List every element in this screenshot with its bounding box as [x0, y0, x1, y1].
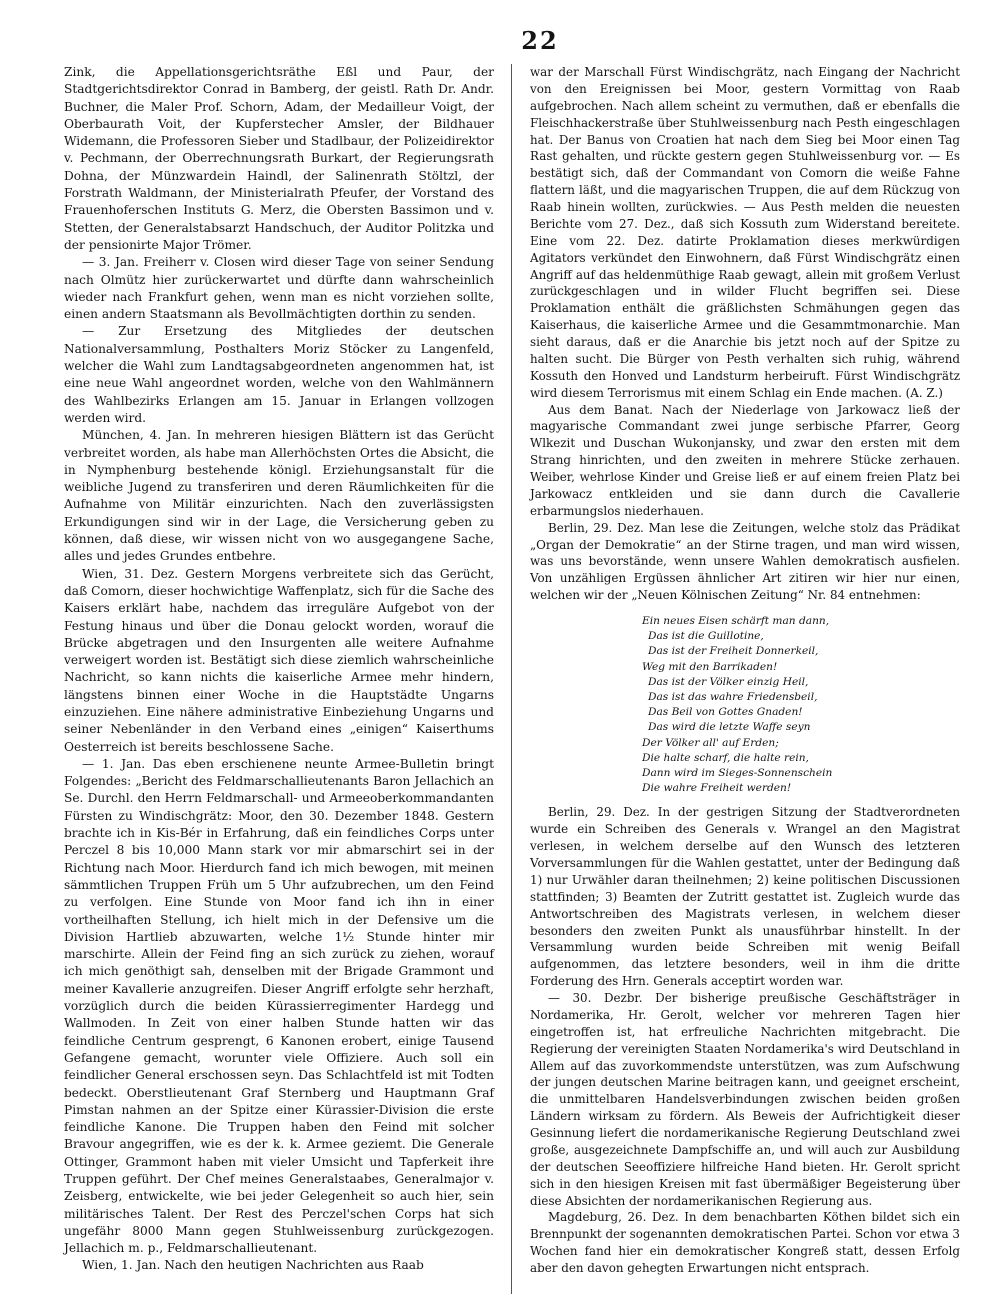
article-paragraph: Magdeburg, 26. Dez. In dem benachbarten Köthen bildet sich ein Brennpunkt der sogenannten demokratischen Partei. Schon vor etwa 3 Wochen fand hier ein demokratischer Kongreß statt, dessen Erfolg aber den davon gehegten Erwartungen nicht entsprach. — [530, 1210, 960, 1276]
article-paragraph: Berlin, 29. Dez. Man lese die Zeitungen, welche stolz das Prädikat „Organ der Demokratie“ an der Stirne tragen, und man wird wissen, was uns bevorstände, wenn unsere Wahlen demokratisch ausfielen. Von unzähligen Ergüssen ähnlicher Art zitiren wir hier nur einen, welchen wir der „Neuen Kölnischen Zeitung“ Nr. 84 entnehmen: — [530, 520, 960, 603]
article-paragraph: Aus dem Banat. Nach der Niederlage von Jarkowacz ließ der magyarische Commandant zwei junge serbische Pfarrer, Georg Wlkezit und Duschan Wukonjansky, und zwar den ersten mit dem Strang hinrichten, und den zweiten in mehrere Stücke zerhauen. Weiber, wehrlose Kinder und Greise ließ er auf einem freien Platz bei Jarkowacz entkleiden und sie dann durch die Cavallerie erbarmungslos niederhauen. — [530, 402, 960, 518]
poem-line: Das wird die letzte Waffe seyn — [648, 721, 811, 734]
poem-line: Die wahre Freiheit werden! — [642, 782, 792, 795]
article-paragraph: Berlin, 29. Dez. In der gestrigen Sitzung der Stadtverordneten wurde ein Schreiben des Generals v. Wrangel an den Magistrat verlesen, in welchem derselbe auf den Wunsch des letzteren Vorversammlungen für die Wahlen gestattet, unter der Bedingung daß 1) nur Urwähler daran theilnehmen; 2) keine politischen Discussionen stattfinden; 3) Beamten der Zutritt gestattet ist. Zugleich wurde das Antwortschreiben des Magistrats verlesen, in welchem dieser besonders den zweiten Punkt als unausführbar hinstellt. In der Versammlung wurden beide Schreiben mit wenig Beifall aufgenommen, das letztere besonders, weil in ihm die dritte Forderung des Hrn. Generals acceptirt worden war. — [530, 805, 960, 989]
article-paragraph: — 3. Jan. Freiherr v. Closen wird dieser Tage von seiner Sendung nach Olmütz hier zurückerwartet und dürfte dann wahrscheinlich wieder nach Frankfurt gehen, wenn man es nicht vorziehen sollte, einen andern Staatsmann als Bevollmächtigten dorthin zu senden. — [64, 255, 494, 322]
poem-line: Der Völker all' auf Erden; — [642, 736, 779, 749]
article-paragraph: Zink, die Appellationsgerichtsräthe Eßl und Paur, der Stadtgerichtsdirektor Conrad in Bamberg, der geistl. Rath Dr. Andr. Buchner, die Maler Prof. Schorn, Adam, der Medailleur Voigt, der Oberbaurath Voit, der Kupferstecher Amsler, der Bildhauer Widemann, die Professoren Sieber und Stadlbaur, der Polizeidirektor v. Pechmann, der Oberrechnungsrath Burkart, der Regierungsrath Dohna, der Münzwardein Haindl, der Salinenrath Stöltzl, der Forstrath Waldmann, der Ministerialrath Pfeufer, der Vorstand des Frauenhoferschen Instituts G. Merz, die Obersten Bassimon und v. Stetten, der Generalstabsarzt Handschuch, der Auditor Politzka und der pensionirte Major Trömer. — [64, 65, 494, 252]
right-column — [530, 64, 960, 1277]
left-column — [64, 64, 494, 1275]
poem-line: Dann wird im Sieges-Sonnenschein — [642, 767, 833, 780]
article-paragraph: — Zur Ersetzung des Mitgliedes der deutschen Nationalversammlung, Posthalters Moriz Stöcker zu Langenfeld, welcher die Wahl zum Landtagsabgeordneten angenommen hat, ist eine neue Wahl angeordnet worden, welche von den Wahlmännern des Wahlbezirks Erlangen am 15. Januar in Erlangen vollzogen werden wird. — [64, 324, 494, 425]
poem-line: Das ist das wahre Friedensbeil, — [648, 691, 818, 704]
poem-line: Ein neues Eisen schärft man dann, — [642, 615, 830, 627]
article-paragraph: München, 4. Jan. In mehreren hiesigen Blättern ist das Gerücht verbreitet worden, als habe man Allerhöchsten Ortes die Absicht, die in Nymphenburg bestehende königl. Erziehungsanstalt für die weibliche Jugend zu transferiren und deren Räumlichkeiten für die Aufnahme von Militär einzurichten. Nach den zuverlässigsten Erkundigungen sind wir in der Lage, die Versicherung geben zu können, daß diese, wir wissen nicht von wo ausgegangene Sache, alles und jedes Grundes entbehre. — [64, 428, 494, 564]
poem-line: Das ist der Freiheit Donnerkeil, — [648, 645, 819, 658]
poem-line: Das Beil von Gottes Gnaden! — [648, 706, 803, 719]
poem-line: Weg mit den Barrikaden! — [642, 660, 778, 673]
article-paragraph: war der Marschall Fürst Windischgrätz, nach Eingang der Nachricht von den Ereignissen bei Moor, gestern Vormittag von Raab aufgebrochen. Nach allem scheint zu vermuthen, daß er ebenfalls die Fleischhackerstraße über Stuhlweissenburg nach Pesth eingeschlagen hat. Der Banus von Croatien hat nach dem Sieg bei Moor einen Tag Rast gehalten, und rückte gestern gegen Stuhlweissenburg vor. — Es bestätigt sich, daß der Commandant von Comorn die weiße Fahne flattern läßt, und die magyarischen Truppen, die auf dem Rückzug von Raab hinein wollten, zurückwies. — Aus Pesth melden die neuesten Berichte vom 27. Dez., daß sich Kossuth zum Widerstand bereitete. Eine vom 22. Dez. datirte Proklamation dieses merkwürdigen Agitators verkündet den Einwohnern, daß Fürst Windischgrätz einen Angriff auf das heldenmüthige Raab gewagt, allein mit großem Verlust zurückgeschlagen und in wilder Flucht begriffen sei. Diese Proklamation enthält die gräßlichsten Schmähungen gegen das Kaiserhaus, die kaiserliche Armee und die Gesammtmonarchie. Man sieht daraus, daß er die Anarchie bis jetzt noch auf der Spitze zu halten sucht. Die Bürger von Pesth verhalten sich ruhig, während Kossuth den Honved und Landsturm herbeiruft. Fürst Windischgrätz wird diesem Terrorismus mit einem Schlag ein Ende machen. (A. Z.) — [530, 65, 960, 400]
column-divider — [511, 64, 512, 1294]
quoted-poem — [642, 614, 960, 796]
article-paragraph: — 1. Jan. Das eben erschienene neunte Armee-Bulletin bringt Folgendes: „Bericht des Feldmarschallieutenants Baron Jellachich an Se. Durchl. den Herrn Feldmarschall- und Armeeoberkommandanten Fürsten zu Windischgrätz: Moor, den 30. Dezember 1848. Gestern brachte ich in Kis-Bér in Erfahrung, daß ein feindliches Corps unter Perczel 8 bis 10,000 Mann stark vor mir abmarschirt sei in der Richtung nach Moor. Hierdurch fand ich mich bewogen, mit meinen sämmtlichen Truppen Früh um 5 Uhr aufzubrechen, um den Feind zu verfolgen. Eine Stunde von Moor fand ich ihn in einer vortheilhaften Stellung, ich hielt mich in der Defensive um die Division Hartlieb abzuwarten, welche 1½ Stunde hinter mir marschirte. Allein der Feind fing an sich zurück zu ziehen, worauf ich mich genöthigt sah, denselben mit der Brigade Grammont und meiner Kavallerie anzugreifen. Dieser Angriff erfolgte sehr herzhaft, vorzüglich durch die beiden Kürassierregimenter Hardegg und Wallmoden. In Zeit von einer halben Stunde hatten wir das feindliche Centrum gesprengt, 6 Kanonen erobert, einige Tausend Gefangene gemacht, worunter viele Offiziere. Auch soll ein feindlicher General erschossen seyn. Das Schlachtfeld ist mit Todten bedeckt. Oberstlieutenant Graf Sternberg und Hauptmann Graf Pimstan nahmen an der Spitze einer Kürassier-Division die erste feindliche Kanone. Die Truppen haben den Feind mit solcher Bravour angegriffen, wie es der k. k. Armee geziemt. Die Generale Ottinger, Grammont haben mit vieler Umsicht und Tapferkeit ihre Truppen geführt. Der Chef meines Generalstaabes, Generalmajor v. Zeisberg, entwickelte, wie bei jeder Gelegenheit so auch hier, sein militärisches Talent. Der Rest des Perczel'schen Corps hat sich ungefähr 8000 Mann gegen Stuhlweissenburg zurückgezogen. Jellachich m. p., Feldmarschallieutenant. — [64, 756, 494, 1256]
article-paragraph: Wien, 31. Dez. Gestern Morgens verbreitete sich das Gerücht, daß Comorn, dieser hochwichtige Waffenplatz, sich für die Sache des Kaisers erklärt habe, nachdem das irreguläre Aufgebot von der Festung hinaus und über die Donau gelockt worden, worauf die Brücke abgetragen und den Insurgenten alle weitere Aufnahme verweigert worden ist. Bestätigt sich diese ziemlich wahrscheinliche Nachricht, so kann nichts die kaiserliche Armee mehr hindern, längstens binnen einer Woche in die Hauptstädte Ungarns einzuziehen. Eine nähere administrative Einbeziehung Ungarns und seiner Nebenländer in den Verband eines „einigen“ Kaiserthums Oesterreich ist bereits beschlossene Sache. — [64, 566, 494, 754]
article-paragraph: — 30. Dezbr. Der bisherige preußische Geschäftsträger in Nordamerika, Hr. Gerolt, welcher vor mehreren Tagen hier eingetroffen ist, hat erfreuliche Nachrichten mitgebracht. Die Regierung der vereinigten Staaten Nordamerika's wird Deutschland in Allem auf das zuvorkommendste unterstützen, was zum Aufschwung der jungen deutschen Marine beitragen kann, und geeignet erscheint, die unmittelbaren Handelsverbindungen zwischen beiden großen Ländern wirksam zu fördern. Als Beweis der Aufrichtigkeit dieser Gesinnung liefert die nordamerikanische Regierung Deutschland zwei große, ausgezeichnete Dampfschiffe an, und will auch zur Ausbildung der deutschen Seeoffiziere hilfreiche Hand bieten. Hr. Gerolt spricht sich in den hiesigen Kreisen mit fast übermäßiger Begeisterung über diese Absichten der nordamerikanischen Regierung aus. — [530, 991, 960, 1208]
poem-line: Die halte scharf, die halte rein, — [642, 751, 809, 764]
article-paragraph: Wien, 1. Jan. Nach den heutigen Nachrichten aus Raab — [82, 1258, 424, 1273]
poem-line: Das ist der Völker einzig Heil, — [648, 675, 809, 688]
page-number: 22 — [521, 26, 559, 55]
poem-line: Das ist die Guillotine, — [648, 630, 764, 643]
